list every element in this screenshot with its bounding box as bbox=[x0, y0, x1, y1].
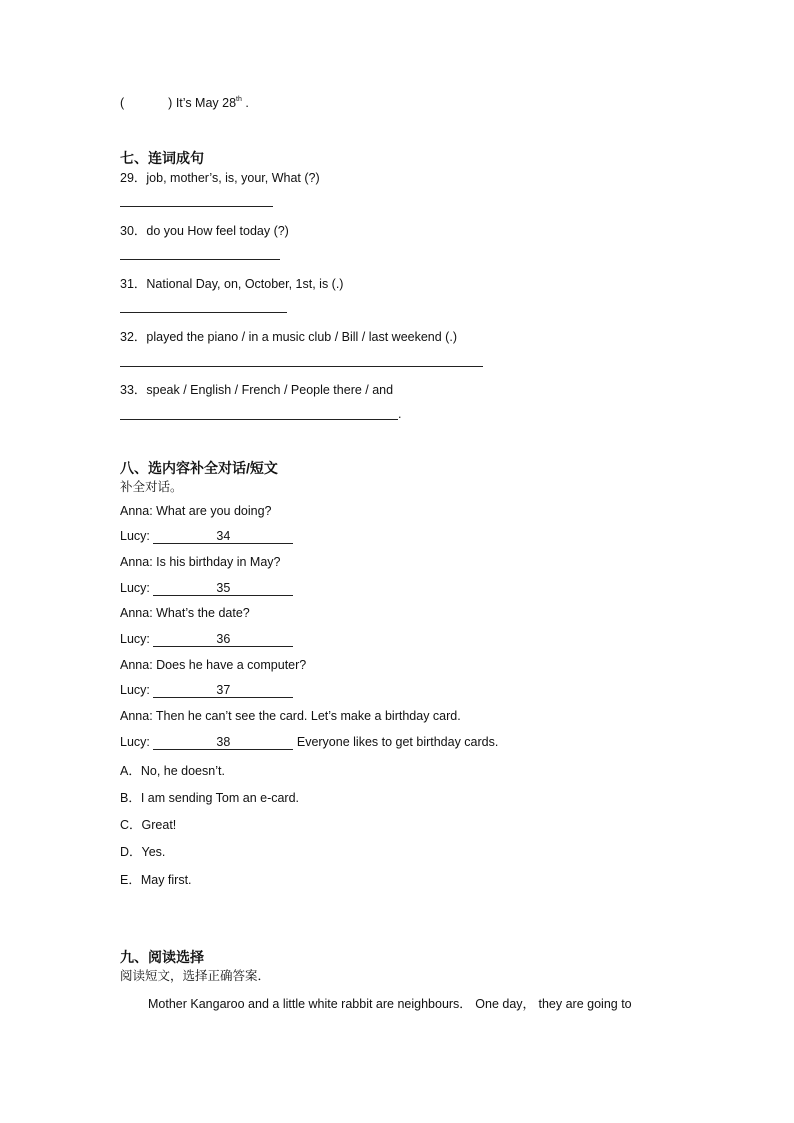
paren-close: ) bbox=[168, 96, 173, 110]
option-d: D．Yes. bbox=[120, 845, 166, 859]
blank-34[interactable]: 34 bbox=[153, 529, 293, 544]
reading-passage: Mother Kangaroo and a little white rabbit are neighbours． One day， they are going to bbox=[148, 997, 632, 1011]
answer-line-29[interactable] bbox=[120, 206, 273, 207]
question-29: 29．job, mother’s, is, your, What (?) bbox=[120, 171, 320, 185]
speaker-label: Lucy: bbox=[120, 632, 150, 646]
section9-heading: 九、阅读选择 bbox=[120, 949, 204, 965]
question-32: 32．played the piano / in a music club / Bill / last weekend (.) bbox=[120, 330, 457, 344]
question-31: 31．National Day, on, October, 1st, is (.) bbox=[120, 277, 344, 291]
option-a: A．No, he doesn’t. bbox=[120, 764, 225, 778]
question-33: 33．speak / English / French / People there / and bbox=[120, 383, 394, 397]
blank-38[interactable]: 38 bbox=[153, 735, 293, 750]
speaker-label: Lucy: bbox=[120, 735, 150, 749]
dialogue-line-anna: Anna: What’s the date? bbox=[120, 606, 250, 620]
dialogue-line-lucy bbox=[120, 529, 293, 544]
top-question-end: . bbox=[245, 96, 249, 110]
dialogue-line-anna: Anna: Is his birthday in May? bbox=[120, 555, 281, 569]
dialogue-line-lucy bbox=[120, 632, 293, 647]
dialogue-suffix: Everyone likes to get birthday cards. bbox=[296, 735, 499, 749]
speaker-label: Lucy: bbox=[120, 581, 150, 595]
option-c: C．Great! bbox=[120, 818, 177, 832]
question-30: 30．do you How feel today (?) bbox=[120, 224, 289, 238]
blank-35[interactable]: 35 bbox=[153, 581, 293, 596]
blank-37[interactable]: 37 bbox=[153, 683, 293, 698]
answer-line-31[interactable] bbox=[120, 312, 287, 313]
answer-line-30[interactable] bbox=[120, 259, 280, 260]
ordinal-suffix: th bbox=[236, 96, 242, 103]
blank-36[interactable]: 36 bbox=[153, 632, 293, 647]
dialogue-line-anna: Anna: What are you doing? bbox=[120, 504, 272, 518]
dialogue-line-lucy bbox=[120, 581, 293, 596]
speaker-label: Lucy: bbox=[120, 529, 150, 543]
top-question bbox=[120, 96, 249, 110]
section8-heading: 八、选内容补全对话/短文 bbox=[120, 460, 278, 476]
option-b: B．I am sending Tom an e-card. bbox=[120, 791, 300, 805]
answer-line-33[interactable] bbox=[120, 419, 398, 420]
dialogue-line-anna: Anna: Then he can’t see the card. Let’s make a birthday card. bbox=[120, 709, 461, 723]
dialogue-line-anna: Anna: Does he have a computer? bbox=[120, 658, 307, 672]
answer-line-32[interactable] bbox=[120, 366, 483, 367]
top-question-text: It’s May 28 bbox=[175, 96, 237, 110]
option-e: E．May first. bbox=[120, 873, 192, 887]
paren-open: ( bbox=[120, 96, 125, 110]
speaker-label: Lucy: bbox=[120, 683, 150, 697]
dialogue-line-lucy bbox=[120, 683, 293, 698]
section8-instruction: 补全对话。 bbox=[120, 480, 183, 494]
answer-line-33-dot: . bbox=[398, 407, 402, 421]
dialogue-line-lucy bbox=[120, 735, 498, 750]
section9-instruction: 阅读短文，选择正确答案． bbox=[120, 969, 271, 983]
section7-heading: 七、连词成句 bbox=[120, 150, 204, 166]
